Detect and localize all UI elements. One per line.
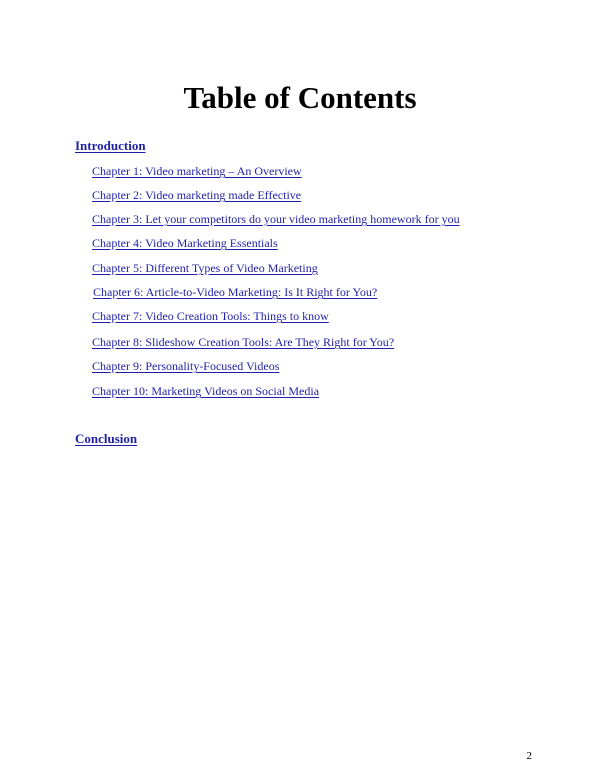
toc-link-chapter-7[interactable]: Chapter 7: Video Creation Tools: Things to know	[92, 309, 329, 323]
toc-link-conclusion[interactable]: Conclusion	[75, 431, 138, 446]
toc-link-chapter-9[interactable]: Chapter 9: Personality-Focused Videos	[92, 359, 280, 373]
toc-link-chapter-8[interactable]: Chapter 8: Slideshow Creation Tools: Are They Right for You?	[92, 335, 395, 349]
toc-link-chapter-10[interactable]: Chapter 10: Marketing Videos on Social Media	[92, 384, 320, 398]
toc-link-chapter-2[interactable]: Chapter 2: Video marketing made Effective	[92, 188, 302, 202]
toc-link-chapter-5[interactable]: Chapter 5: Different Types of Video Marketing	[92, 261, 318, 275]
toc-link-chapter-6[interactable]: Chapter 6: Article-to-Video Marketing: Is It Right for You?	[93, 285, 378, 299]
page-title: Table of Contents	[183, 80, 417, 115]
toc-link-chapter-3[interactable]: Chapter 3: Let your competitors do your video marketing homework for you	[92, 212, 460, 226]
toc-link-chapter-4[interactable]: Chapter 4: Video Marketing Essentials	[92, 236, 278, 250]
toc-link-chapter-1[interactable]: Chapter 1: Video marketing – An Overview	[92, 164, 302, 178]
page-number: 2	[526, 750, 532, 762]
toc-link-introduction[interactable]: Introduction	[75, 138, 146, 153]
